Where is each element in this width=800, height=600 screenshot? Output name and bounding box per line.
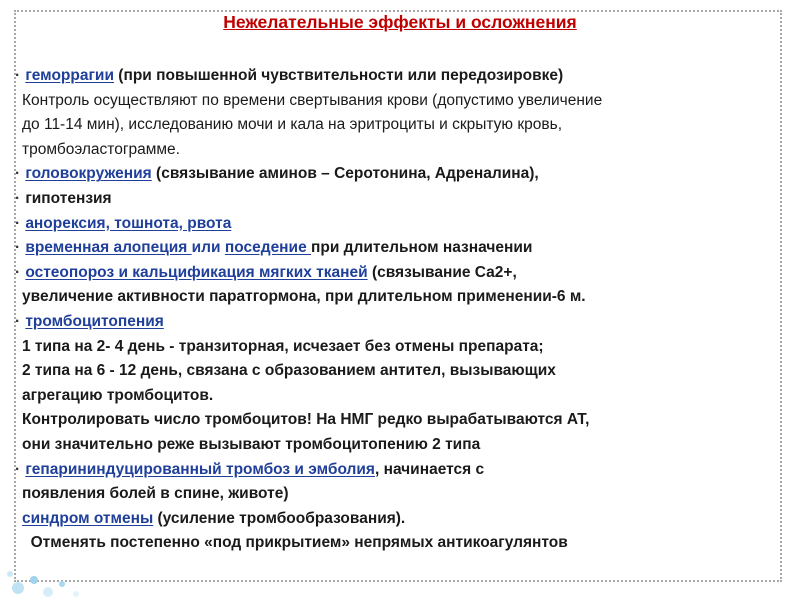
keyword-osteoporosis: остеопороз и кальцификация мягких тканей bbox=[25, 263, 368, 281]
bullet-marker: · bbox=[15, 189, 21, 207]
line-text: увеличение активности паратгормона, при длительном применении-6 м. bbox=[22, 288, 586, 306]
line-dizziness bbox=[15, 162, 782, 187]
bullet-marker: · bbox=[15, 312, 21, 330]
slide-title: Нежелательные эффекты и осложнения bbox=[223, 12, 577, 32]
line-text: 1 типа на 2- 4 день - транзиторная, исчезает без отмены препарата; bbox=[22, 337, 544, 355]
bullet-marker: · bbox=[15, 263, 21, 281]
line-text: (связывание Са2+, bbox=[367, 263, 517, 281]
line-text: (при повышенной чувствительности или передозировке) bbox=[113, 67, 564, 84]
bullet-marker: · bbox=[15, 460, 21, 478]
line-text: они значительно реже вызывают тромбоцитопению 2 типа bbox=[22, 435, 481, 453]
keyword-alopecia: временная алопеция bbox=[25, 239, 192, 257]
bullet-marker: · bbox=[15, 165, 21, 183]
keyword-anorexia: анорексия, тошнота, рвота bbox=[25, 214, 232, 232]
line-osteoporosis bbox=[15, 261, 782, 286]
keyword-dizziness: головокружения bbox=[25, 165, 152, 183]
line-hit bbox=[15, 458, 782, 483]
line-text: появления болей в спине, животе) bbox=[22, 485, 289, 503]
bullet-marker: · bbox=[15, 67, 21, 84]
line-text: (усиление тромбообразования). bbox=[153, 509, 406, 527]
keyword-hit: гепарининдуцированный тромбоз и эмболия bbox=[25, 460, 375, 478]
line-text: агрегацию тромбоцитов. bbox=[22, 386, 214, 404]
line-text: 2 типа на 6 - 12 день, связана с образованием антител, вызывающих bbox=[22, 362, 556, 380]
keyword-withdrawal: синдром отмены bbox=[22, 509, 154, 527]
line-alopecia bbox=[15, 236, 782, 261]
line-text: Контролировать число тромбоцитов! На НМГ редко вырабатываются АТ, bbox=[22, 411, 590, 429]
line-withdrawal bbox=[22, 507, 782, 532]
keyword-hemorrhage: геморрагии bbox=[25, 67, 114, 84]
line-text: Отменять постепенно «под прикрытием» непрямых антикоагулянтов bbox=[22, 534, 568, 552]
line-text: тромбоэластограмме. bbox=[22, 140, 180, 158]
line-text: или bbox=[191, 239, 225, 257]
line-hypotension bbox=[15, 187, 782, 212]
keyword-graying: поседение bbox=[224, 239, 312, 257]
slide-content bbox=[15, 64, 782, 556]
bullet-marker: · bbox=[15, 239, 21, 257]
bullet-marker: · bbox=[15, 214, 21, 232]
line-thrombocytopenia bbox=[15, 310, 782, 335]
line-text: (связывание аминов – Серотонина, Адреналина), bbox=[151, 165, 539, 183]
line-text: до 11-14 мин), исследованию мочи и кала на эритроциты и скрытую кровь, bbox=[22, 116, 562, 134]
line-text: гипотензия bbox=[25, 189, 112, 207]
line-text: Контроль осуществляют по времени свертывания крови (допустимо увеличение bbox=[22, 91, 603, 109]
line-hemorrhage bbox=[15, 64, 782, 89]
line-anorexia bbox=[15, 212, 782, 237]
line-text: , начинается с bbox=[374, 460, 485, 478]
keyword-thrombocytopenia: тромбоцитопения bbox=[25, 312, 164, 330]
line-text: при длительном назначении bbox=[311, 239, 533, 257]
